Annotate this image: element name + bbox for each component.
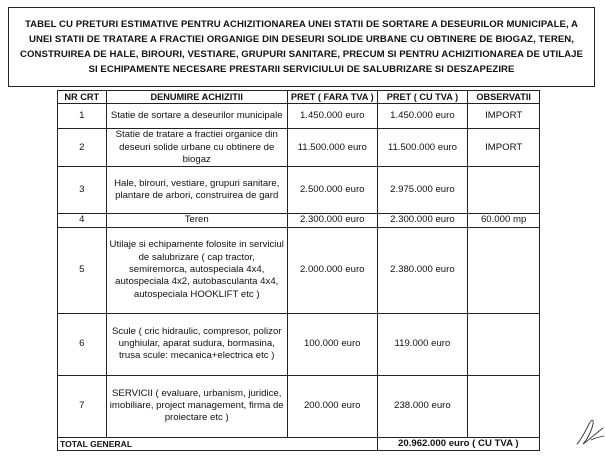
header-denumire: DENUMIRE ACHIZITII — [106, 91, 287, 104]
document-title: TABEL CU PRETURI ESTIMATIVE PENTRU ACHIZITIONAREA UNEI STATII DE SORTARE A DESEURILOR MUNICIPALE, A UNEI STATII DE TRATARE A FRACTIEI ORGANIGE DIN DESEURI SOLIDE URBANE CU OBTINERE DE BIOGAZ, TEREN, CONSTRUIREA DE HALE, BIROURI, VESTIARE, GRUPURI SANITARE, PRECUM SI PENTRU ACHIZITIONAREA DE UTILAJE SI ECHIPAMENTE NECESARE PRESTARII SERVICIULUI DE SALUBRIZARE SI DESZAPEZIRE — [20, 19, 583, 75]
cell-pret-fara: 1.450.000 euro — [287, 104, 377, 129]
total-row — [58, 437, 540, 450]
cell-denumire: Scule ( cric hidraulic, compresor, polizor unghiular, aparat sudura, bormasina, trusa scule: mecanica+electrica etc ) — [106, 313, 287, 375]
cell-nr: 4 — [58, 214, 107, 227]
cell-pret-fara: 11.500.000 euro — [287, 129, 377, 167]
cell-pret-cu: 11.500.000 euro — [377, 129, 468, 167]
cell-nr: 3 — [58, 167, 107, 214]
cell-denumire: SERVICII ( evaluare, urbanism, juridice, imobiliare, project management, firma de proiectare etc ) — [106, 375, 287, 437]
cell-pret-cu: 2.380.000 euro — [377, 227, 468, 313]
document-title-box — [8, 7, 595, 87]
header-nr-crt: NR CRT — [58, 91, 107, 104]
cell-nr: 1 — [58, 104, 107, 129]
cell-denumire: Hale, birouri, vestiare, grupuri sanitare, plantare de arbori, construirea de gard — [106, 167, 287, 214]
table-row — [58, 313, 540, 375]
cell-observatii — [468, 313, 540, 375]
header-observatii: OBSERVATII — [468, 91, 540, 104]
cell-observatii — [468, 167, 540, 214]
cell-pret-cu: 1.450.000 euro — [377, 104, 468, 129]
cell-pret-fara: 2.300.000 euro — [287, 214, 377, 227]
cell-pret-fara: 200.000 euro — [287, 375, 377, 437]
table-row — [58, 214, 540, 227]
cell-pret-cu: 2.975.000 euro — [377, 167, 468, 214]
cell-pret-cu: 119.000 euro — [377, 313, 468, 375]
header-pret-fara-tva: PRET ( FARA TVA ) — [287, 91, 377, 104]
cell-pret-fara: 100.000 euro — [287, 313, 377, 375]
table-row — [58, 227, 540, 313]
cell-observatii: IMPORT — [468, 104, 540, 129]
cell-observatii — [468, 375, 540, 437]
handwritten-signature — [573, 410, 605, 450]
cell-pret-cu: 2.300.000 euro — [377, 214, 468, 227]
cell-pret-fara: 2.000.000 euro — [287, 227, 377, 313]
table-row — [58, 375, 540, 437]
cell-denumire: Utilaje si echipamente folosite in serviciul de salubrizare ( cap tractor, semiremorca, autospeciala 4x4, autospeciala 4x2, autobasculanta 4x4, autospeciala HOOKLIFT etc ) — [106, 227, 287, 313]
header-pret-cu-tva: PRET ( CU TVA ) — [377, 91, 468, 104]
cell-observatii — [468, 227, 540, 313]
table-row — [58, 129, 540, 167]
total-value: 20.962.000 euro ( CU TVA ) — [377, 437, 539, 450]
cell-denumire: Teren — [106, 214, 287, 227]
cell-pret-cu: 238.000 euro — [377, 375, 468, 437]
cell-nr: 5 — [58, 227, 107, 313]
cell-denumire: Statie de tratare a fractiei organice din deseuri solide urbane cu obtinere de biogaz — [106, 129, 287, 167]
total-label: TOTAL GENERAL — [58, 437, 378, 450]
cell-nr: 6 — [58, 313, 107, 375]
table-header-row — [58, 91, 540, 104]
cell-nr: 2 — [58, 129, 107, 167]
cell-observatii: IMPORT — [468, 129, 540, 167]
cell-pret-fara: 2.500.000 euro — [287, 167, 377, 214]
table-row — [58, 167, 540, 214]
cell-nr: 7 — [58, 375, 107, 437]
price-table — [57, 90, 540, 451]
table-row — [58, 104, 540, 129]
cell-observatii: 60.000 mp — [468, 214, 540, 227]
cell-denumire: Statie de sortare a deseurilor municipale — [106, 104, 287, 129]
